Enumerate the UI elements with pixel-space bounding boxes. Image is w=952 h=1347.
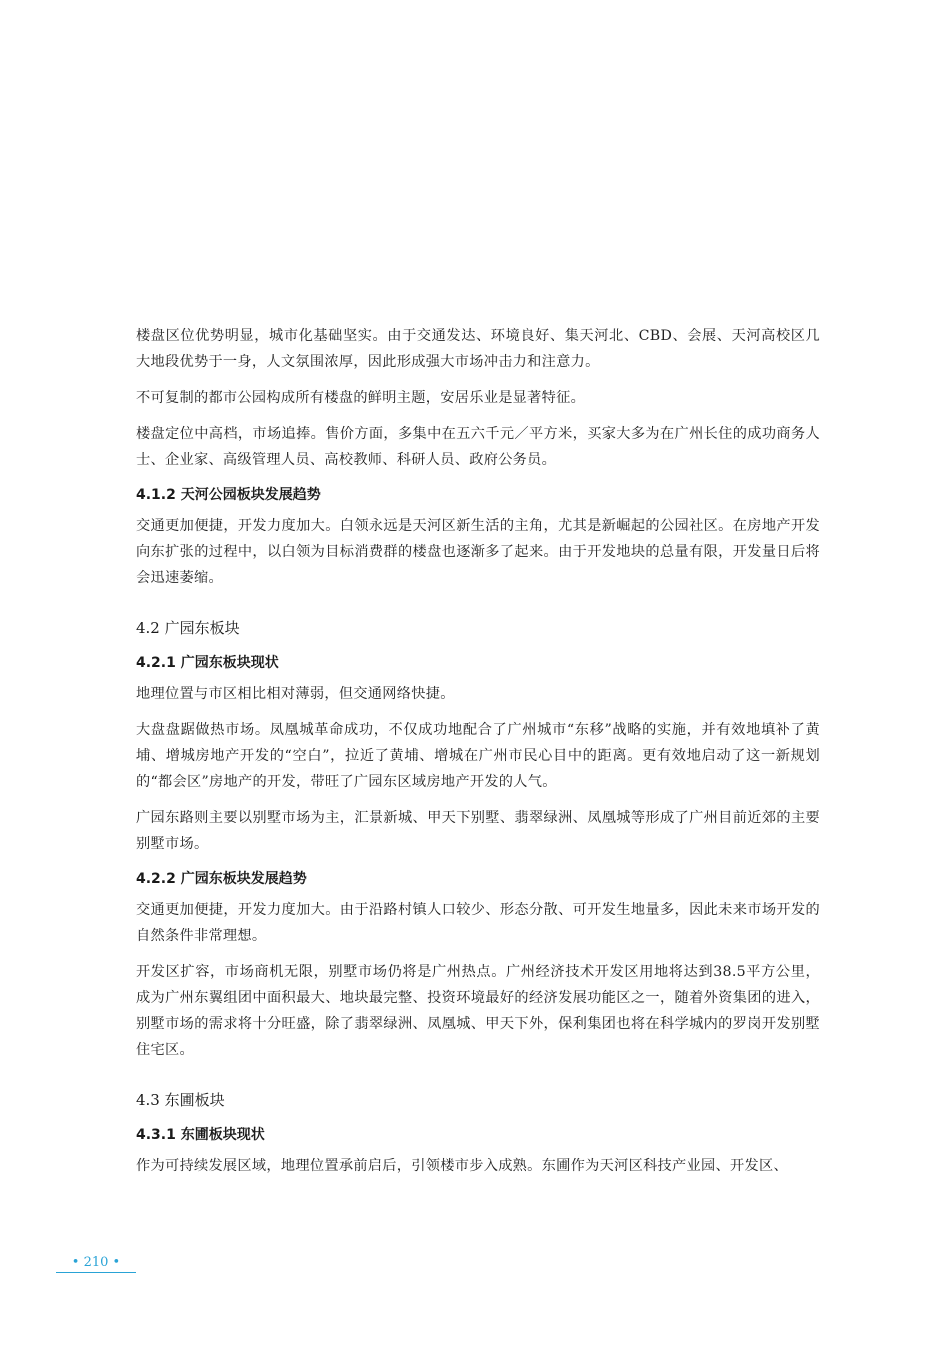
- paragraph: 地理位置与市区相比相对薄弱，但交通网络快捷。: [136, 686, 455, 702]
- section-heading-4-1-2: 4.1.2 天河公园板块发展趋势: [136, 487, 321, 503]
- section-heading-4-3-1: 4.3.1 东圃板块现状: [136, 1127, 265, 1143]
- paragraph: 开发区扩容，市场商机无限，别墅市场仍将是广州热点。广州经济技术开发区用地将达到38.5平方公里，成为广州东翼组团中面积最大、地块最完整、投资环境最好的经济发展功能区之一，随着外资集团的进入，别墅市场的需求将十分旺盛，除了翡翠绿洲、凤凰城、甲天下外，保利集团也将在科学城内的罗岗开发别墅住宅区。: [136, 964, 820, 1058]
- paragraph: 作为可持续发展区域，地理位置承前启后，引领楼市步入成熟。东圃作为天河区科技产业园、开发区、: [136, 1158, 788, 1174]
- paragraph: 交通更加便捷，开发力度加大。由于沿路村镇人口较少、形态分散、可开发生地量多，因此未来市场开发的自然条件非常理想。: [136, 902, 820, 944]
- paragraph: 不可复制的都市公园构成所有楼盘的鲜明主题，安居乐业是显著特征。: [136, 390, 586, 406]
- section-heading-4-2-1: 4.2.1 广园东板块现状: [136, 655, 279, 671]
- document-body: [136, 323, 820, 1189]
- page-number: • 210 •: [56, 1254, 136, 1273]
- paragraph: 广园东路则主要以别墅市场为主，汇景新城、甲天下别墅、翡翠绿洲、凤凰城等形成了广州目前近郊的主要别墅市场。: [136, 810, 820, 852]
- paragraph: 楼盘区位优势明显，城市化基础坚实。由于交通发达、环境良好、集天河北、CBD、会展、天河高校区几大地段优势于一身，人文氛围浓厚，因此形成强大市场冲击力和注意力。: [136, 328, 820, 370]
- section-heading-4-3: 4.3 东圃板块: [136, 1091, 225, 1109]
- section-heading-4-2-2: 4.2.2 广园东板块发展趋势: [136, 871, 307, 887]
- paragraph: 交通更加便捷，开发力度加大。白领永远是天河区新生活的主角，尤其是新崛起的公园社区。在房地产开发向东扩张的过程中，以白领为目标消费群的楼盘也逐渐多了起来。由于开发地块的总量有限，开发量日后将会迅速萎缩。: [136, 518, 820, 586]
- paragraph: 大盘盘踞做热市场。凤凰城革命成功，不仅成功地配合了广州城市“东移”战略的实施，并有效地填补了黄埔、增城房地产开发的“空白”，拉近了黄埔、增城在广州市民心目中的距离。更有效地启动了这一新规划的“都会区”房地产的开发，带旺了广园东区域房地产开发的人气。: [136, 722, 820, 790]
- paragraph: 楼盘定位中高档，市场追捧。售价方面，多集中在五六千元／平方米，买家大多为在广州长住的成功商务人士、企业家、高级管理人员、高校教师、科研人员、政府公务员。: [136, 426, 820, 468]
- section-heading-4-2: 4.2 广园东板块: [136, 619, 240, 637]
